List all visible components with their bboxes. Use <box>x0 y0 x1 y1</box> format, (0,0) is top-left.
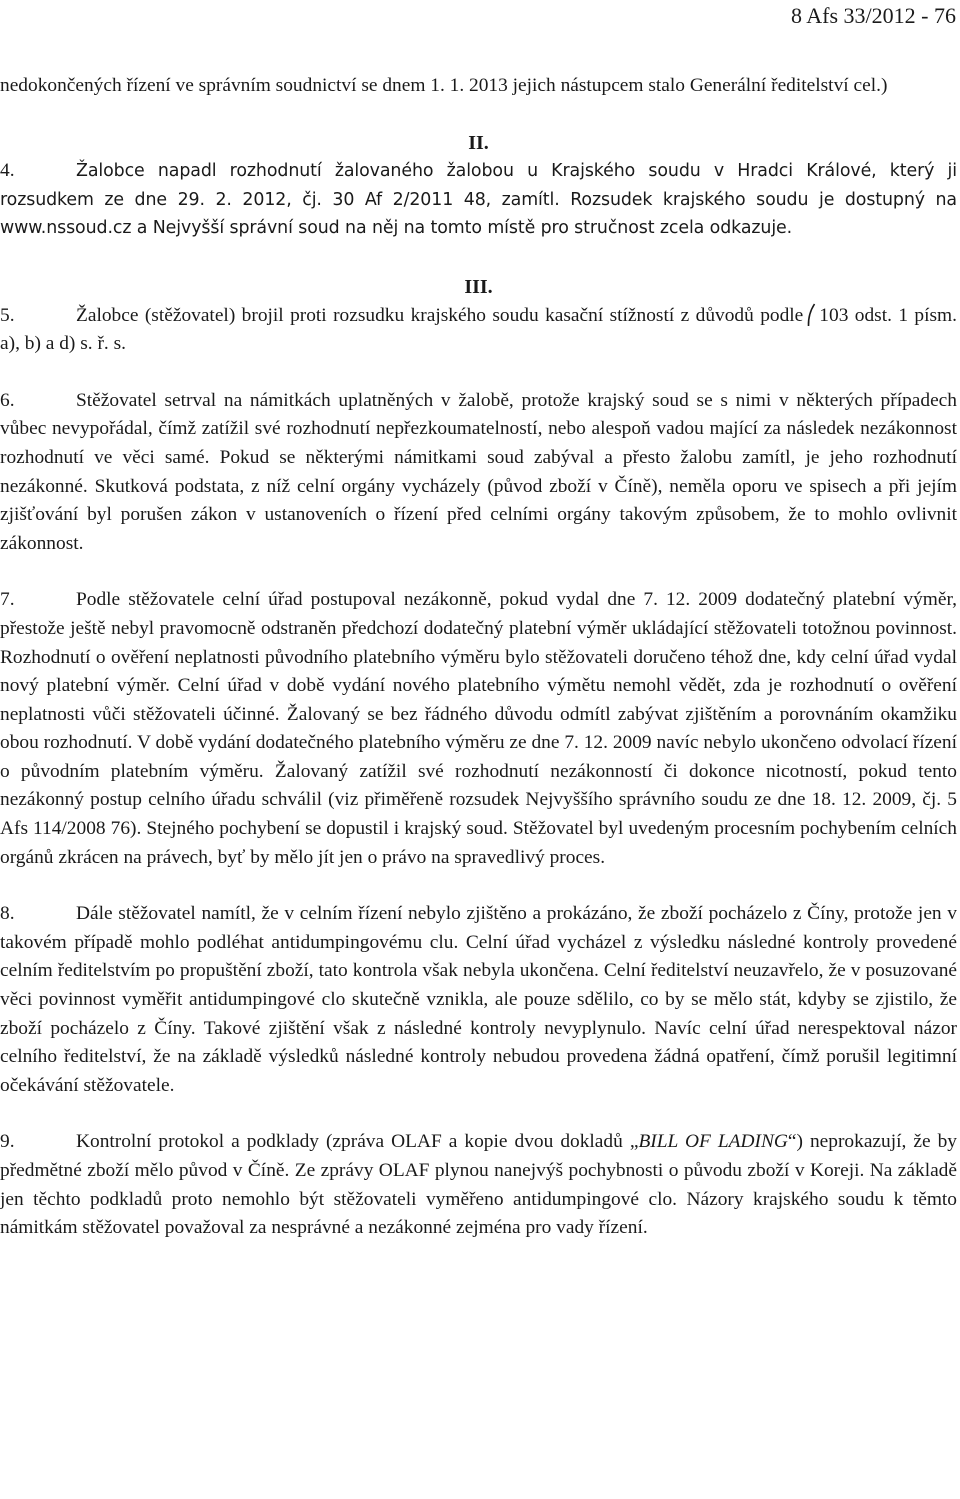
paragraph-text-cont: 103 odst. 1 písm. a), b) a d) s. ř. s. <box>0 304 957 355</box>
paragraph-number: 6. <box>0 389 15 411</box>
document-title-italic: BILL OF LADING <box>638 1131 788 1153</box>
section-heading-iii: III. <box>464 275 493 298</box>
section-heading-ii: II. <box>468 131 489 154</box>
paragraph-number: 9. <box>0 1131 15 1153</box>
paragraph-text: Žalobce (stěžovatel) brojil proti rozsudku krajského soudu kasační stížností z důvodů podle <box>76 304 804 326</box>
paragraph-text-cont: “) neprokazují, že by předmětné zboží mělo původ v Číně. Ze zprávy OLAF plynou nanejvýš pochybnosti o původu zboží v Koreji. Na základě jen těchto podkladů proto nemohlo být stěžovateli vyměřeno antidumpingové clo. Názory krajského soudu k těmto námitkám stěžovatel považoval za nesprávné a nezákonné zejména pro vady řízení. <box>0 1131 958 1239</box>
paragraph-4 <box>0 157 957 243</box>
paragraph-number: 4. <box>0 160 15 182</box>
paragraph-text: Dále stěžovatel namítl, že v celním řízení nebylo zjištěno a prokázáno, že zboží pocházelo z Číny, protože jen v takovém případě mohlo podléhat antidumpingovému clu. Celní úřad vycházel z výsledku následné kontroly provedené celním ředitelstvím po propuštění zboží, tato kontrola však nebyla ukončena. Celní ředitelství neuzavřelo, že v posuzované věci povinnost vyměřit antidumpingové clo skutečně vznikla, ale pouze sdělilo, co by se mělo stát, kdyby se zjistilo, že zboží pocházelo z Číny. Takové zjištění však z následné kontroly nevyplynulo. Navíc celní úřad nerespektoval názor celního ředitelství, že na základě výsledků následné kontroly nebudou provedena žádná opatření, čímž porušil legitimní očekávání stěžovatele. <box>0 903 957 1096</box>
intro-paragraph: nedokončených řízení ve správním soudnictví se dnem 1. 1. 2013 jejich nástupcem stalo Generální ředitelství cel.) <box>0 75 888 96</box>
paragraph-6 <box>0 387 957 559</box>
case-reference: 8 Afs 33/2012 - 76 <box>791 3 956 28</box>
paragraph-8 <box>0 900 957 1100</box>
paragraph-number: 8. <box>0 903 15 925</box>
paragraph-9 <box>0 1128 957 1242</box>
paragraph-text: Stěžovatel setrval na námitkách uplatněných v žalobě, protože krajský soud se s nimi v některých případech vůbec nevypořádal, čímž zatížil své rozhodnutí nepřezkoumatelností, nebo alespoň vadou mající za následek nezákonnost rozhodnutí ve věci samé. Pokud se některými námitkami soud zabýval a přesto žalobu zamítl, je jeho rozhodnutí nezákonné. Skutková podstata, z níž celní orgány vycházely (původ zboží v Číně), neměla oporu ve spisech a při jejím zjišťování byl porušen zákon v ustanoveních o řízení před celními orgány takovým způsobem, že to mohlo ovlivnit zákonnost. <box>0 389 957 554</box>
paragraph-text: Podle stěžovatele celní úřad postupoval nezákonně, pokud vydal dne 7. 12. 2009 dodatečný platební výměr, přestože ještě nebyl pravomocně odstraněn předchozí dodatečný platební výměr ukládající stěžovateli totožnou povinnost. Rozhodnutí o ověření neplatnosti původního platebního výměru bylo stěžovateli doručeno téhož dne, kdy celní úřad vydal nový platební výměr. Celní úřad v době vydání nového platebního výmětu nemohl vědět, zda je rozhodnutí o ověření neplatnosti vůči stěžovateli účinné. Žalovaný se bez řádného důvodu odmítl zabývat zjištěním a porovnáním okamžiku obou rozhodnutí. V době vydání dodatečného platebního výměru ze dne 7. 12. 2009 navíc nebylo ukončeno odvolací řízení o původním platebním výměru. Žalovaný zatížil své rozhodnutí nezákonností či dokonce nicotností, pokud tento nezákonný postup celního úřadu schválil (viz přiměřeně rozsudek Nejvyššího správního soudu ze dne 18. 12. 2009, čj. 5 Afs 114/2008 76). Stejného pochybení se dopustil i krajský soud. Stěžovatel byl uvedeným procesním pochybením celních orgánů zkrácen na právech, byť by mělo jít jen o právo na spravedlivý proces. <box>0 589 957 868</box>
document-body <box>0 72 957 1243</box>
paragraph-text: Žalobce napadl rozhodnutí žalovaného žalobou u Krajského soudu v Hradci Králové, který ji rozsudkem ze dne 29. 2. 2012, čj. 30 Af 2/2011 48, zamítl. Rozsudek krajského soudu je dostupný na www.nssoud.cz a Nejvyšší správní soud na něj na tomto místě pro stručnost zcela odkazuje. <box>0 161 957 239</box>
paragraph-number: 7. <box>0 589 15 611</box>
paragraph-7 <box>0 586 957 872</box>
paragraph-text: Kontrolní protokol a podklady (zpráva OLAF a kopie dvou dokladů „ <box>76 1131 639 1153</box>
section-sign-icon <box>806 303 816 327</box>
paragraph-number: 5. <box>0 304 15 326</box>
paragraph-5 <box>0 302 957 359</box>
